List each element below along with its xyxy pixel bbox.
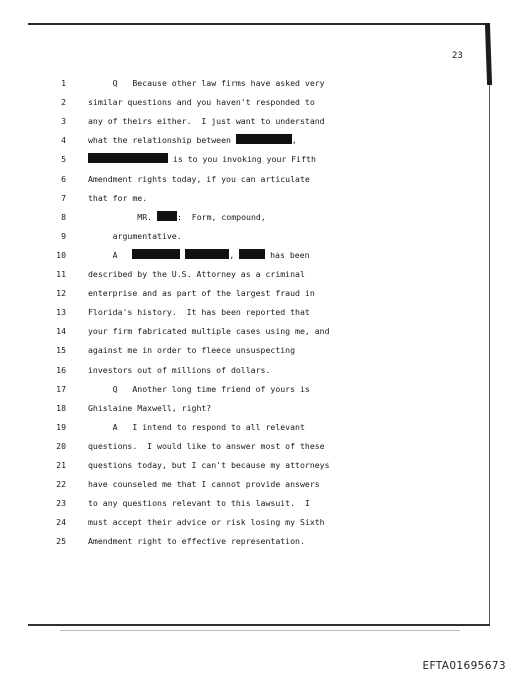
redaction-block: [88, 153, 168, 163]
line-number: 17: [56, 383, 66, 394]
line-number: 23: [56, 498, 66, 509]
text-segment: that for me.: [88, 192, 148, 203]
transcript-line: [0, 324, 480, 338]
transcript-line: [0, 95, 480, 109]
transcript-line: [0, 363, 480, 377]
line-number: 2: [61, 97, 66, 108]
redaction-block: [132, 249, 180, 259]
line-text: [88, 172, 310, 186]
transcript-line: [0, 305, 480, 319]
line-text: [88, 382, 310, 396]
line-text: [88, 534, 305, 548]
redaction-block: [185, 249, 229, 259]
text-segment: must accept their advice or risk losing my Sixth: [88, 517, 325, 528]
line-text: [88, 458, 330, 472]
transcript-line: [0, 210, 480, 224]
line-text: [88, 152, 316, 166]
transcript-line: [0, 439, 480, 453]
transcript-line: [0, 133, 480, 147]
text-segment: against me in order to fleece unsuspecting: [88, 345, 296, 356]
page-bottom-shadow: [60, 630, 460, 631]
transcript-line: [0, 496, 480, 510]
transcript-line: [0, 401, 480, 415]
line-number: 8: [61, 211, 66, 222]
line-number: 18: [56, 402, 66, 413]
text-segment: has been: [265, 249, 310, 260]
line-number: 7: [61, 192, 66, 203]
line-text: [88, 401, 211, 415]
transcript-line: [0, 267, 480, 281]
transcript-line: [0, 191, 480, 205]
text-segment: A: [88, 249, 133, 260]
transcript-line: [0, 477, 480, 491]
line-number: 21: [56, 460, 66, 470]
line-text: [88, 420, 305, 434]
text-segment: Ghislaine Maxwell, right?: [88, 402, 212, 413]
transcript-line: [0, 515, 480, 529]
page-right-border: [489, 85, 490, 625]
line-text: [88, 248, 310, 262]
line-number: 11: [56, 269, 66, 279]
transcript-line: [0, 76, 480, 90]
redaction-block: [236, 134, 292, 144]
text-segment: ,: [291, 135, 297, 146]
text-segment: to any questions relevant to this lawsuit. I: [88, 498, 310, 509]
transcript-line: [0, 458, 480, 472]
line-text: [88, 210, 266, 224]
text-segment: investors out of millions of dollars.: [88, 364, 271, 375]
line-text: [88, 229, 182, 243]
text-segment: similar questions and you haven't responded to: [88, 97, 315, 108]
redaction-block: [239, 249, 265, 259]
redaction-block: [157, 211, 177, 221]
line-number: 20: [56, 440, 66, 451]
text-segment: Amendment right to effective representation.: [88, 536, 305, 547]
line-text: [88, 477, 320, 491]
line-number: 5: [61, 154, 66, 165]
line-number: 4: [61, 135, 66, 146]
text-segment: is to you invoking your Fifth: [168, 154, 316, 165]
text-segment: questions. I would like to answer most of these: [88, 440, 325, 451]
text-segment: ,: [229, 249, 240, 260]
line-text: [88, 191, 147, 205]
line-text: [88, 439, 325, 453]
line-number: 10: [56, 249, 66, 260]
line-number: 16: [56, 364, 66, 375]
transcript-line: [0, 152, 480, 166]
line-text: [88, 95, 315, 109]
text-segment: Amendment rights today, if you can articulate: [88, 173, 310, 184]
line-number: 3: [61, 116, 66, 127]
transcript-line: [0, 229, 480, 243]
page-right-tab-mark: [485, 23, 492, 85]
transcript-line: [0, 286, 480, 300]
document-id: EFTA01695673: [422, 660, 506, 672]
text-segment: enterprise and as part of the largest fraud in: [88, 288, 315, 299]
page-bottom-border: [28, 624, 490, 626]
line-text: [88, 76, 325, 90]
line-text: [88, 286, 315, 300]
line-number: 14: [56, 326, 66, 337]
text-segment: have counseled me that I cannot provide answers: [88, 479, 320, 490]
line-text: [88, 515, 325, 529]
transcript-line: [0, 248, 480, 262]
line-number: 25: [56, 536, 66, 547]
text-segment: Florida's history. It has been reported that: [88, 307, 310, 318]
text-segment: A I intend to respond to all relevant: [88, 421, 305, 432]
transcript-line: [0, 534, 480, 548]
line-number: 6: [61, 173, 66, 184]
line-number: 15: [56, 345, 66, 356]
line-text: [88, 324, 330, 338]
line-number: 9: [61, 230, 66, 241]
text-segment: what the relationship between: [88, 135, 236, 146]
text-segment: your firm fabricated multiple cases using me, and: [88, 326, 330, 337]
text-segment: any of theirs either. I just want to understand: [88, 116, 325, 127]
line-text: [88, 343, 295, 357]
line-text: [88, 305, 310, 319]
text-segment: argumentative.: [88, 230, 182, 241]
transcript-line: [0, 343, 480, 357]
line-text: [88, 267, 305, 281]
transcript-line: [0, 382, 480, 396]
line-number: 24: [56, 517, 66, 528]
transcript-line: [0, 172, 480, 186]
line-number: 1: [61, 78, 66, 88]
text-segment: MR.: [88, 211, 158, 222]
line-number: 19: [56, 421, 66, 432]
line-number: 22: [56, 479, 66, 490]
page-top-border: [28, 23, 490, 25]
line-text: [88, 133, 297, 147]
text-segment: : Form, compound,: [177, 211, 266, 222]
line-text: [88, 496, 310, 510]
line-text: [88, 114, 325, 128]
transcript-line: [0, 420, 480, 434]
line-number: 12: [56, 288, 66, 299]
text-segment: Q Another long time friend of yours is: [88, 383, 310, 394]
text-segment: questions today, but I can't because my attorneys: [88, 460, 330, 470]
page-number: 23: [452, 51, 463, 61]
line-text: [88, 363, 270, 377]
text-segment: described by the U.S. Attorney as a criminal: [88, 269, 305, 279]
line-number: 13: [56, 307, 66, 318]
transcript-line: [0, 114, 480, 128]
text-segment: Q Because other law firms have asked very: [88, 78, 325, 88]
